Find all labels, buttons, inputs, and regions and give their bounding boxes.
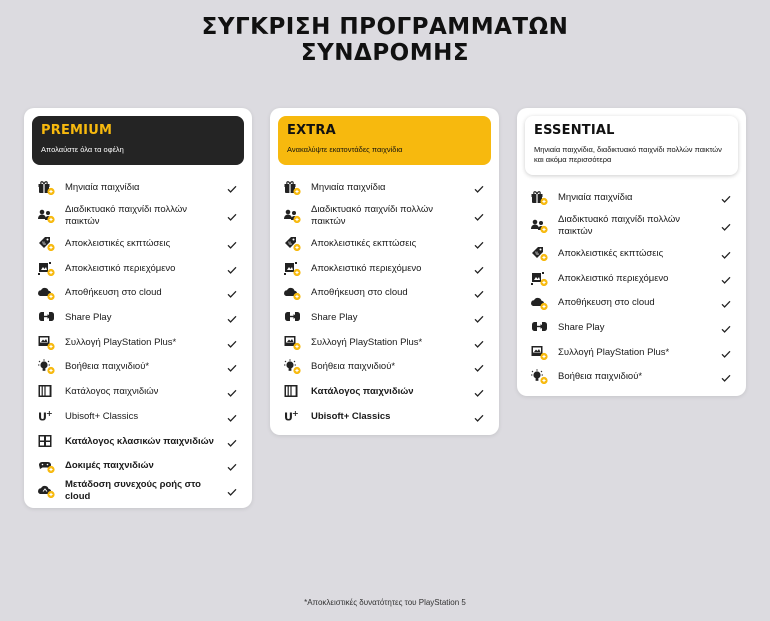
feature-label: Κατάλογος κλασικών παιχνιδιών — [65, 435, 214, 447]
gift-icon — [284, 180, 301, 195]
svg-text:U: U — [38, 410, 47, 424]
feature-list-extra — [284, 176, 485, 429]
checkmark-icon — [720, 220, 732, 232]
feature-label: Συλλογή PlayStation Plus* — [65, 336, 177, 348]
plan-header-premium — [32, 116, 244, 165]
feature-label: Δοκιμές παιχνιδιών — [65, 460, 154, 472]
checkmark-icon — [226, 287, 238, 299]
checkmark-icon — [473, 210, 485, 222]
feature-label: Διαδικτυακό παιχνίδι πολλών παικτών — [65, 204, 188, 228]
collection-icon — [531, 345, 548, 360]
checkmark-icon — [226, 182, 238, 194]
feature-row — [531, 186, 732, 211]
page-title — [0, 14, 770, 66]
feature-row — [38, 355, 238, 380]
ubisoft-icon — [284, 409, 301, 424]
feature-label: Share Play — [311, 312, 358, 324]
feature-label: Αποκλειστικό περιεχόμενο — [311, 262, 422, 274]
exclusive-content-icon — [531, 271, 548, 286]
checkmark-icon — [473, 182, 485, 194]
game-catalog-icon — [284, 384, 301, 399]
feature-row — [284, 306, 485, 331]
feature-row — [284, 380, 485, 405]
collection-icon — [284, 335, 301, 350]
checkmark-icon — [226, 337, 238, 349]
feature-label: Μηνιαία παιχνίδια — [65, 182, 140, 194]
gift-icon — [38, 180, 55, 195]
checkmark-icon — [226, 436, 238, 448]
feature-row — [531, 266, 732, 291]
plan-card-premium — [24, 108, 252, 508]
cloud-storage-icon — [38, 285, 55, 300]
game-help-icon — [531, 369, 548, 384]
checkmark-icon — [720, 347, 732, 359]
svg-text:+: + — [292, 408, 299, 418]
plan-card-essential — [517, 108, 746, 396]
checkmark-icon — [720, 297, 732, 309]
feature-row — [531, 340, 732, 365]
feature-row — [38, 176, 238, 201]
feature-list-premium — [38, 176, 238, 503]
feature-row — [284, 232, 485, 257]
svg-text:U: U — [284, 410, 293, 424]
feature-list-essential — [531, 186, 732, 390]
collection-icon — [38, 335, 55, 350]
share-play-icon — [284, 310, 301, 325]
plan-header-essential — [525, 116, 738, 175]
checkmark-icon — [720, 273, 732, 285]
feature-label: Βοήθεια παιχνιδιού* — [65, 361, 150, 373]
feature-row — [38, 201, 238, 232]
cloud-storage-icon — [284, 285, 301, 300]
cloud-streaming-icon — [38, 483, 55, 498]
checkmark-icon — [226, 411, 238, 423]
gift-icon — [531, 190, 548, 205]
feature-row — [284, 330, 485, 355]
feature-label: Συλλογή PlayStation Plus* — [558, 346, 670, 358]
plan-description: Απολαύστε όλα τα οφέλη — [41, 145, 124, 154]
checkmark-icon — [473, 361, 485, 373]
feature-row — [38, 405, 238, 430]
plan-name: PREMIUM — [41, 123, 113, 138]
feature-label: Αποκλειστικό περιεχόμενο — [558, 272, 669, 284]
feature-label: Μηνιαία παιχνίδια — [311, 182, 386, 194]
share-play-icon — [531, 320, 548, 335]
exclusive-content-icon — [284, 261, 301, 276]
feature-row — [284, 281, 485, 306]
checkmark-icon — [473, 287, 485, 299]
checkmark-icon — [473, 312, 485, 324]
feature-label: Βοήθεια παιχνιδιού* — [558, 371, 643, 383]
feature-row — [38, 454, 238, 479]
page-title-line-1: ΣΥΓΚΡΙΣΗ ΠΡΟΓΡΑΜΜΑΤΩΝ — [201, 14, 569, 40]
game-help-icon — [38, 359, 55, 374]
feature-row — [38, 479, 238, 504]
multiplayer-icon — [531, 218, 548, 233]
discount-tag-icon — [531, 246, 548, 261]
checkmark-icon — [720, 322, 732, 334]
feature-label: Αποκλειστικές εκπτώσεις — [311, 238, 417, 250]
checkmark-icon — [226, 312, 238, 324]
cloud-storage-icon — [531, 295, 548, 310]
plan-header-extra — [278, 116, 491, 165]
multiplayer-icon — [284, 208, 301, 223]
ubisoft-icon — [38, 409, 55, 424]
feature-label: Κατάλογος παιχνιδιών — [65, 386, 159, 398]
checkmark-icon — [720, 248, 732, 260]
checkmark-icon — [226, 238, 238, 250]
footnote: *Αποκλειστικές δυνατότητες του PlayStation 5 — [304, 598, 466, 607]
feature-label: Ubisoft+ Classics — [311, 410, 391, 422]
feature-label: Διαδικτυακό παιχνίδι πολλών παικτών — [558, 214, 681, 238]
feature-row — [38, 330, 238, 355]
plan-description: Ανακαλύψτε εκατοντάδες παιχνίδια — [287, 145, 403, 154]
feature-row — [284, 355, 485, 380]
discount-tag-icon — [284, 236, 301, 251]
feature-row — [284, 201, 485, 232]
feature-label: Αποκλειστικές εκπτώσεις — [558, 248, 664, 260]
feature-row — [531, 291, 732, 316]
checkmark-icon — [473, 386, 485, 398]
checkmark-icon — [226, 386, 238, 398]
checkmark-icon — [226, 460, 238, 472]
checkmark-icon — [226, 210, 238, 222]
feature-row — [531, 365, 732, 390]
multiplayer-icon — [38, 208, 55, 223]
feature-row — [38, 380, 238, 405]
feature-row — [38, 306, 238, 331]
feature-row — [38, 281, 238, 306]
feature-label: Αποθήκευση στο cloud — [558, 297, 655, 309]
svg-text:%: % — [288, 241, 292, 247]
feature-label: Αποκλειστικές εκπτώσεις — [65, 238, 171, 250]
feature-label: Αποκλειστικό περιεχόμενο — [65, 262, 176, 274]
checkmark-icon — [720, 192, 732, 204]
feature-row — [284, 176, 485, 201]
checkmark-icon — [473, 238, 485, 250]
feature-row — [284, 256, 485, 281]
feature-row — [38, 256, 238, 281]
discount-tag-icon — [38, 236, 55, 251]
feature-row — [531, 316, 732, 341]
feature-row — [284, 405, 485, 430]
game-trials-icon — [38, 458, 55, 473]
plan-name: EXTRA — [287, 123, 336, 138]
checkmark-icon — [720, 371, 732, 383]
classics-catalog-icon — [38, 434, 55, 449]
game-catalog-icon — [38, 384, 55, 399]
feature-label: Διαδικτυακό παιχνίδι πολλών παικτών — [311, 204, 434, 228]
checkmark-icon — [473, 411, 485, 423]
feature-row — [531, 211, 732, 242]
feature-label: Ubisoft+ Classics — [65, 410, 139, 422]
feature-row — [38, 232, 238, 257]
feature-label: Αποθήκευση στο cloud — [65, 287, 162, 299]
svg-text:+: + — [46, 408, 53, 418]
checkmark-icon — [226, 361, 238, 373]
feature-label: Μετάδοση συνεχούς ροής στο cloud — [65, 478, 201, 502]
feature-label: Κατάλογος παιχνιδιών — [311, 386, 414, 398]
checkmark-icon — [473, 337, 485, 349]
feature-row — [38, 429, 238, 454]
feature-label: Αποθήκευση στο cloud — [311, 287, 408, 299]
page-title-line-2: ΣΥΝΔΡΟΜΗΣ — [300, 40, 470, 66]
svg-text:%: % — [535, 251, 539, 257]
exclusive-content-icon — [38, 261, 55, 276]
share-play-icon — [38, 310, 55, 325]
plan-card-extra — [270, 108, 499, 435]
feature-label: Βοήθεια παιχνιδιού* — [311, 361, 396, 373]
plan-description: Μηνιαία παιχνίδια, διαδικτυακό παιχνίδι πολλών παικτών και ακόμα περισσότερα — [534, 145, 722, 164]
feature-label: Share Play — [65, 312, 112, 324]
checkmark-icon — [226, 263, 238, 275]
game-help-icon — [284, 359, 301, 374]
checkmark-icon — [473, 263, 485, 275]
plan-name: ESSENTIAL — [534, 123, 615, 138]
feature-row — [531, 242, 732, 267]
checkmark-icon — [226, 485, 238, 497]
feature-label: Συλλογή PlayStation Plus* — [311, 336, 423, 348]
svg-text:%: % — [42, 241, 46, 247]
feature-label: Μηνιαία παιχνίδια — [558, 192, 633, 204]
feature-label: Share Play — [558, 322, 605, 334]
